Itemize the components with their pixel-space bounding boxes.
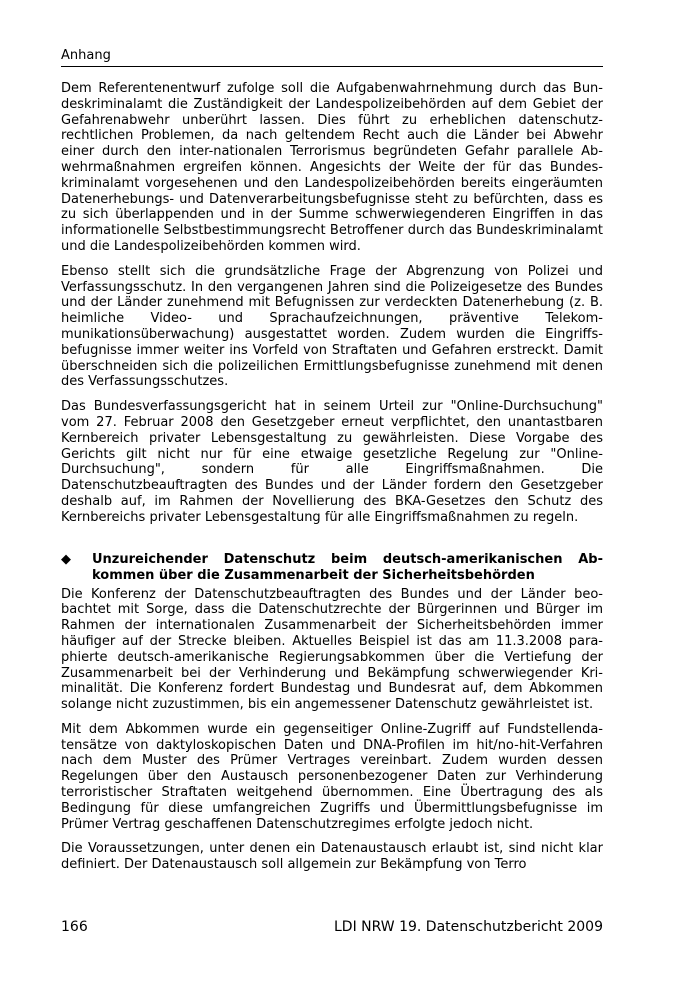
paragraph: Die Voraussetzungen, unter denen ein Datenaustausch erlaubt ist, sind nicht klar definiert. Der Datenaustausch soll allgemein zur Bekämpfung von Terro xyxy=(61,841,603,873)
paragraph: Die Konferenz der Datenschutzbeauftragten des Bundes und der Länder beobachtet mit Sorge, dass die Datenschutzrechte der Bürgerinnen und Bürger im Rahmen der internationalen Zusammenarbeit der Sicherheitsbehörden immer häufiger auf der Strecke bleiben. Aktuelles Beispiel ist das am 11.3.2008 paraphierte deutsch-amerikanische Regierungsabkommen über die Vertiefung der Zusammenarbeit bei der Verhinderung und Bekämpfung schwerwiegender Kriminalität. Die Konferenz fordert Bundestag und Bundesrat auf, dem Abkommen solange nicht zuzustimmen, bis ein angemessener Datenschutz gewährleistet ist. xyxy=(61,586,603,713)
section-heading xyxy=(61,552,603,584)
paragraph: Mit dem Abkommen wurde ein gegenseitiger Online-Zugriff auf Fundstellendatensätze von daktyloskopischen Daten und DNA-Profilen im hit/no-hit-Verfahren nach dem Muster des Prümer Vertrages vereinbart. Zudem wurden dessen Regelungen über den Austausch personenbezogener Daten zur Verhinderung terroristischer Straftaten weitgehend übernommen. Eine Übertragung des als Bedingung für diese umfangreichen Zugriffs und Übermittlungsbefugnisse im Prümer Vertrag geschaffenen Datenschutzregimes erfolgte jedoch nicht. xyxy=(61,721,603,832)
body-text xyxy=(61,81,603,873)
diamond-bullet-icon: ◆ xyxy=(61,551,71,567)
paragraph: Das Bundesverfassungsgericht hat in seinem Urteil zur "Online-Durchsuchung" vom 27. Februar 2008 den Gesetzgeber erneut verpflichtet, den unantastbaren Kernbereich privater Lebensgestaltung zu gewährleisten. Diese Vorgabe des Gerichts gilt nicht nur für eine etwaige gesetzliche Regelung zur "Online-Durchsuchung", sondern für alle Eingriffsmaßnahmen. Die Datenschutzbeauftragten des Bundes und der Länder fordern den Gesetzgeber deshalb auf, im Rahmen der Novellierung des BKA-Gesetzes den Schutz des Kernbereichs privater Lebensgestaltung für alle Eingriffsmaßnahmen zu regeln. xyxy=(61,399,603,525)
header-rule xyxy=(61,66,603,67)
paragraph: Ebenso stellt sich die grundsätzliche Frage der Abgrenzung von Polizei und Verfassungsschutz. In den vergangenen Jahren sind die Polizeigesetze des Bundes und der Länder zunehmend mit Befugnissen zur verdeckten Datenerhebung (z. B. heimliche Video- und Sprachaufzeichnungen, präventive Telekommunikationsüberwachung) ausgestattet worden. Zudem wurden die Eingriffsbefugnisse immer weiter ins Vorfeld von Straftaten und Gefahren erstreckt. Damit überschneiden sich die polizeilichen Ermittlungsbefugnisse zunehmend mit denen des Verfassungsschutzes. xyxy=(61,263,603,390)
section-heading-text: Unzureichender Datenschutz beim deutsch-amerikanischen Abkommen über die Zusammenarbeit der Sicherheitsbehörden xyxy=(92,551,603,583)
running-header: Anhang xyxy=(61,48,111,63)
publication-title: LDI NRW 19. Datenschutzbericht 2009 xyxy=(334,919,603,935)
paragraph: Dem Referentenentwurf zufolge soll die Aufgabenwahrnehmung durch das Bundeskriminalamt die Zuständigkeit der Landespolizeibehörden auf dem Gebiet der Gefahrenabwehr unberührt lassen. Dies führt zu erheblichen datenschutzrechtlichen Problemen, da nach geltendem Recht auch die Länder bei Abwehr einer durch den inter-nationalen Terrorismus begründeten Gefahr parallele Abwehrmaßnahmen ergreifen können. Angesichts der Weite der für das Bundeskriminalamt vorgesehenen und den Landespolizeibehörden bereits eingeräumten Datenerhebungs- und Datenverarbeitungsbefugnisse steht zu befürchten, dass es zu sich überlappenden und in der Summe schwerwiegenderen Eingriffen in das informationelle Selbstbestimmungsrecht Betroffener durch das Bundeskriminalamt und die Landespolizeibehörden kommen wird. xyxy=(61,81,603,254)
page-number: 166 xyxy=(61,919,88,935)
